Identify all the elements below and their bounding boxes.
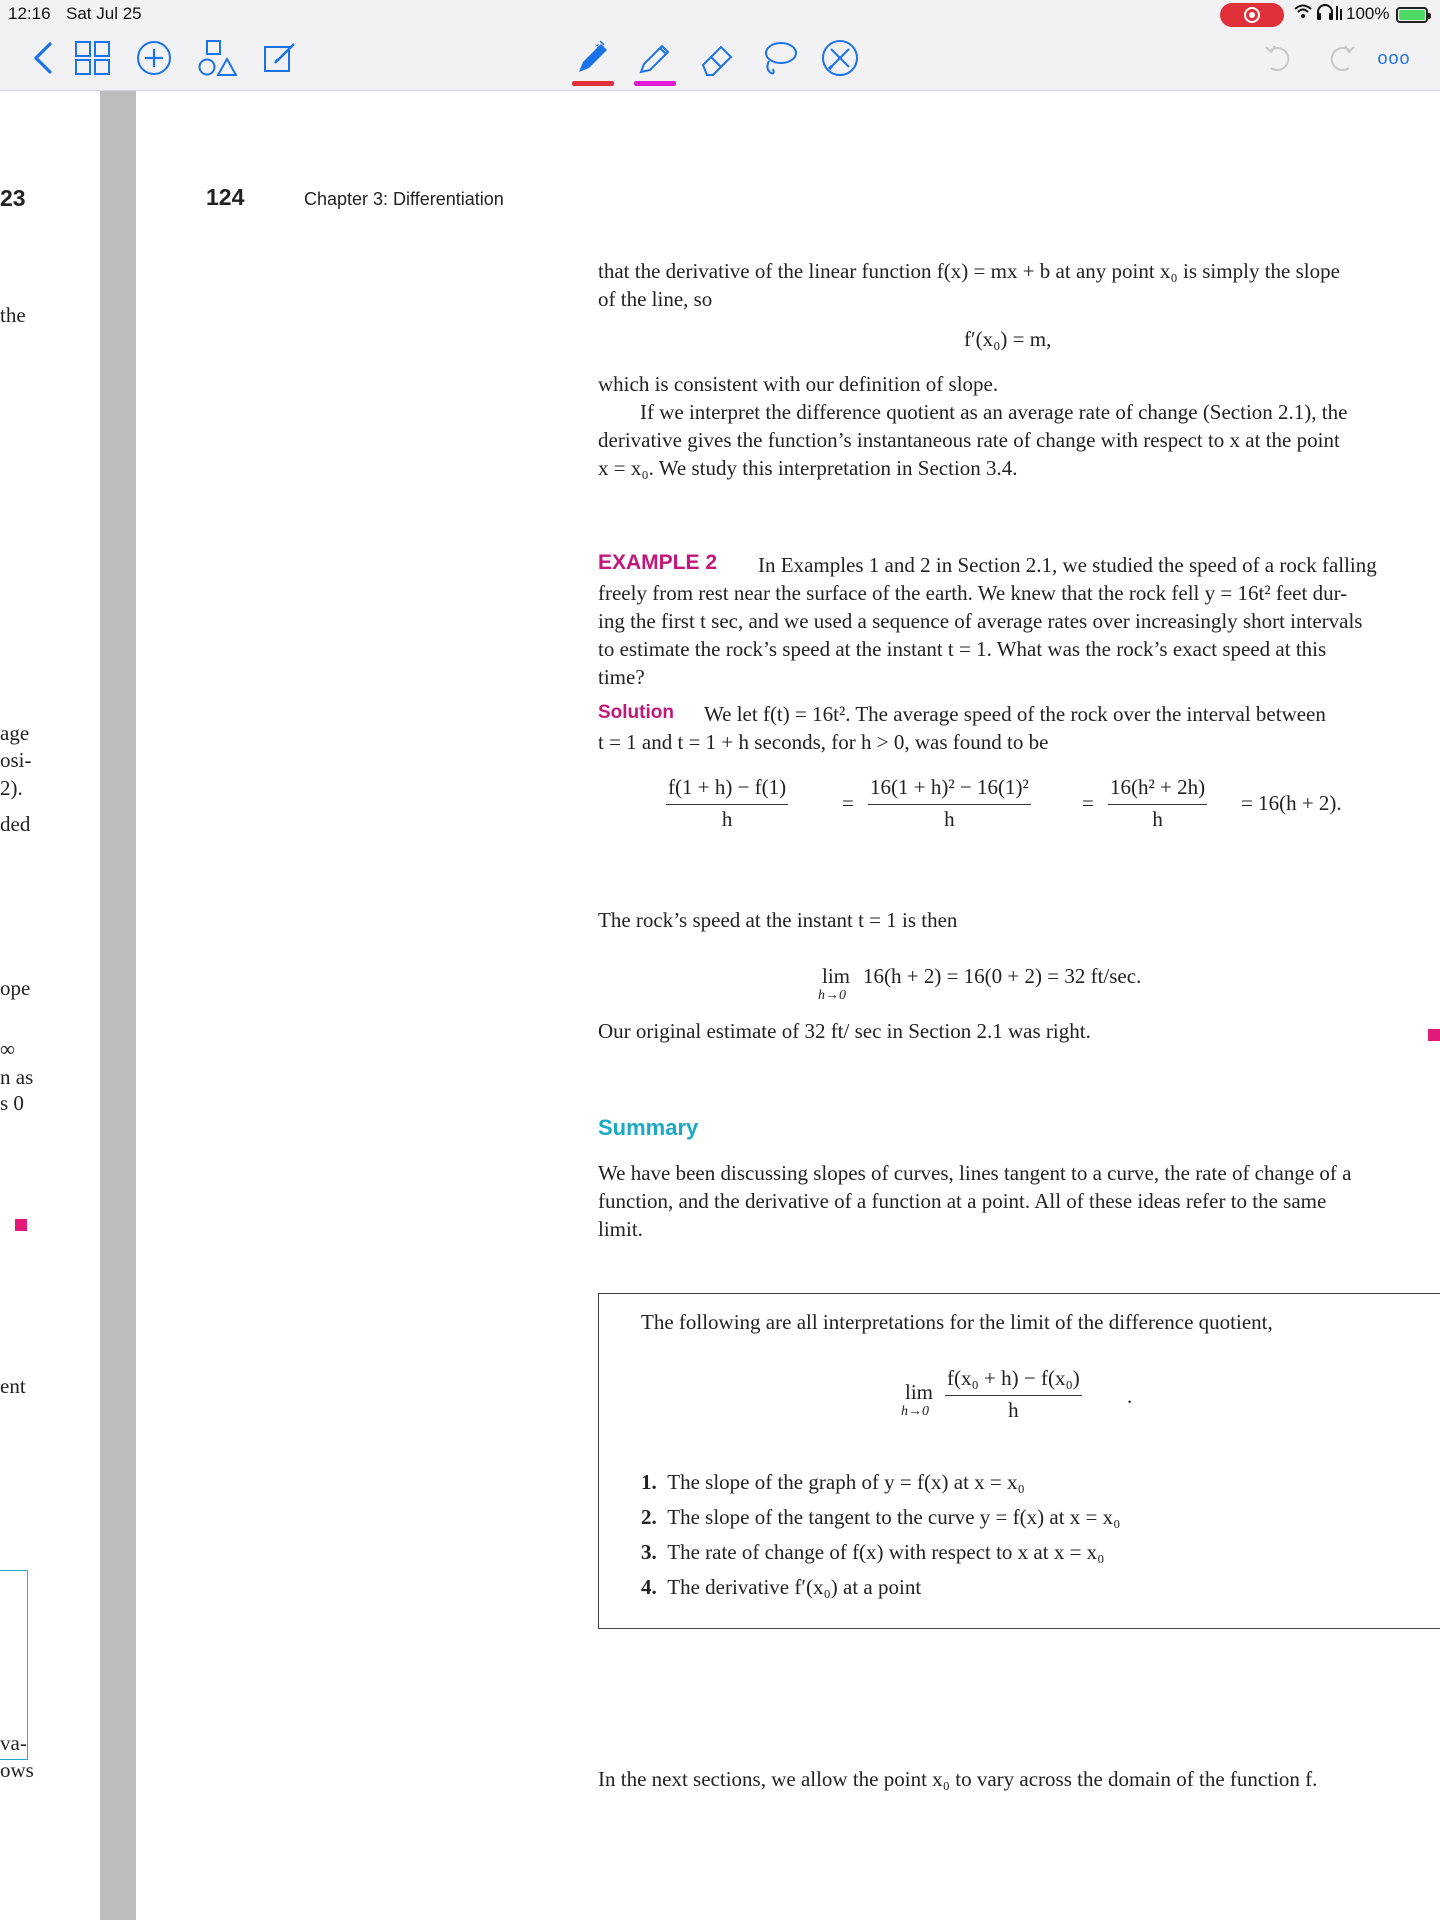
text-fragment: ∞ — [0, 1037, 15, 1061]
text-line: t = 1 and t = 1 + h seconds, for h > 0, was found to be — [598, 730, 1049, 754]
text-fragment: s 0 — [0, 1091, 24, 1115]
chapter-title: Chapter 3: Differentiation — [304, 189, 504, 209]
text-line: In Examples 1 and 2 in Section 2.1, we studied the speed of a rock falling — [758, 553, 1377, 577]
text-line: to estimate the rock’s speed at the instant t = 1. What was the rock’s exact speed at this — [598, 637, 1327, 661]
previous-page-number: 23 — [0, 185, 26, 211]
text-line: function, and the derivative of a function at a point. All of these ideas refer to the same — [598, 1189, 1327, 1213]
box-period: . — [1127, 1384, 1133, 1408]
text-fragment: age — [0, 721, 30, 745]
item-number: 1. — [641, 1470, 657, 1494]
add-page-icon — [135, 39, 173, 77]
text-fragment: ent — [0, 1374, 26, 1398]
text-fragment: 2). — [0, 776, 23, 800]
fraction-2 — [868, 775, 1031, 832]
text-line: time? — [598, 665, 645, 689]
solution-label: Solution — [598, 702, 674, 723]
lasso-icon — [759, 39, 799, 77]
text-line: x = x₀. We study this interpretation in Section 3.4. — [598, 456, 1018, 480]
interpretation-item — [641, 1538, 1105, 1566]
text-line: that the derivative of the linear function f(x) = mx + b at any point x₀ is simply the slope — [598, 259, 1340, 283]
status-date: Sat Jul 25 — [66, 4, 142, 23]
previous-page[interactable] — [0, 91, 100, 1920]
interpretation-item — [641, 1503, 1120, 1531]
text-fragment: ows — [0, 1758, 34, 1782]
notes-toolbar — [0, 30, 1440, 91]
record-icon — [1244, 7, 1260, 23]
text-fragment: ope — [0, 976, 31, 1000]
interpretation-item — [641, 1468, 1025, 1496]
end-of-example-marker — [1428, 1029, 1440, 1041]
limit-subscript: h→0 — [901, 1404, 929, 1419]
status-bar — [0, 0, 1440, 30]
text-line: freely from rest near the surface of the earth. We knew that the rock fell y = 16t² feet dur- — [598, 581, 1348, 605]
fraction-numerator: f(x₀ + h) − f(x₀) — [945, 1366, 1082, 1396]
limit-label: lim — [822, 964, 851, 988]
close-tools-button[interactable] — [818, 38, 862, 78]
summary-heading: Summary — [598, 1115, 699, 1140]
more-button[interactable] — [1372, 38, 1416, 78]
highlighter-color-indicator — [634, 81, 676, 86]
page-number: 124 — [206, 184, 245, 210]
closing-sentence: In the next sections, we allow the point x₀ to vary across the domain of the function f. — [598, 1767, 1318, 1791]
back-button[interactable] — [28, 38, 58, 78]
summary-paragraph — [598, 1159, 1440, 1243]
wifi-icon — [1294, 4, 1312, 25]
status-time: 12:16 — [8, 4, 51, 23]
limit-expression: 16(h + 2) = 16(0 + 2) = 32 ft/sec. — [863, 964, 1142, 988]
text-fragment: n as — [0, 1065, 34, 1089]
interpretation-item — [641, 1573, 921, 1601]
pen-color-indicator — [572, 81, 614, 86]
undo-icon — [1263, 42, 1295, 74]
slope-equation: f′(x₀) = m, — [964, 327, 1052, 351]
item-text: The slope of the graph of y = f(x) at x = x₀ — [667, 1470, 1025, 1494]
box-fraction — [945, 1366, 1082, 1423]
end-of-example-marker — [15, 1219, 27, 1231]
battery-icon — [1396, 7, 1428, 23]
fraction-denominator: h — [1152, 807, 1163, 831]
document-page[interactable] — [136, 91, 1440, 1920]
text-line: which is consistent with our definition of slope. — [598, 372, 999, 396]
fraction-numerator: f(1 + h) − f(1) — [666, 775, 788, 805]
screen-recording-indicator[interactable] — [1220, 3, 1284, 27]
text-fragment: va- — [0, 1731, 27, 1755]
grid-view-icon — [74, 40, 112, 76]
item-text: The derivative f′(x₀) at a point — [667, 1575, 922, 1599]
pen-icon — [573, 38, 613, 78]
summary-box — [598, 1293, 1440, 1629]
speed-sentence: The rock’s speed at the instant t = 1 is then — [598, 908, 958, 932]
limit-label: lim — [905, 1380, 934, 1404]
highlighter-icon — [635, 38, 675, 78]
text-fragment: osi- — [0, 748, 32, 772]
text-line: ing the first t sec, and we used a sequence of average rates over increasingly short intervals — [598, 609, 1363, 633]
text-fragment: the — [0, 303, 26, 327]
redo-button[interactable] — [1324, 38, 1358, 78]
more-icon: ooo — [1377, 47, 1411, 68]
interpretation-paragraph — [598, 370, 1440, 482]
limit-subscript: h→0 — [818, 988, 846, 1003]
eraser-tool[interactable] — [696, 38, 740, 78]
fraction-3 — [1108, 775, 1207, 832]
edit-document-button[interactable] — [260, 38, 300, 78]
item-number: 3. — [641, 1540, 657, 1564]
text-line: We let f(t) = 16t². The average speed of the rock over the interval between — [704, 702, 1326, 726]
equals-sign: = — [1082, 791, 1094, 815]
undo-button[interactable] — [1262, 38, 1296, 78]
pen-tool[interactable] — [570, 38, 616, 78]
text-line: If we interpret the difference quotient as an average rate of change (Section 2.1), the — [640, 400, 1348, 424]
edit-document-icon — [262, 40, 298, 76]
fraction-denominator: h — [721, 807, 733, 831]
text-line: limit. — [598, 1217, 643, 1241]
quotient-result: = 16(h + 2). — [1241, 791, 1342, 815]
example-paragraph — [598, 551, 1440, 691]
grid-view-button[interactable] — [72, 38, 114, 78]
fraction-1 — [666, 775, 788, 832]
redo-icon — [1325, 42, 1357, 74]
example-label: EXAMPLE 2 — [598, 551, 718, 574]
solution-paragraph — [598, 700, 1440, 756]
text-fragment: ded — [0, 812, 31, 836]
fraction-denominator: h — [944, 807, 955, 831]
conclusion-sentence: Our original estimate of 32 ft/ sec in Section 2.1 was right. — [598, 1019, 1091, 1043]
add-page-button[interactable] — [134, 38, 174, 78]
box-intro: The following are all interpretations for the limit of the difference quotient, — [641, 1310, 1273, 1334]
text-line: of the line, so — [598, 287, 713, 311]
fraction-denominator: h — [1008, 1398, 1019, 1422]
text-line: derivative gives the function’s instantaneous rate of change with respect to x at the point — [598, 428, 1340, 452]
shapes-icon — [197, 39, 237, 77]
item-text: The slope of the tangent to the curve y = f(x) at x = x₀ — [667, 1505, 1121, 1529]
page-gutter — [100, 91, 136, 1920]
item-number: 4. — [641, 1575, 657, 1599]
intro-paragraph — [598, 257, 1440, 313]
shapes-button[interactable] — [196, 38, 238, 78]
svg-text:*: * — [595, 43, 600, 53]
text-line: We have been discussing slopes of curves, lines tangent to a curve, the rate of change of a — [598, 1161, 1352, 1185]
close-circle-icon — [820, 38, 860, 78]
item-number: 2. — [641, 1505, 657, 1529]
fraction-numerator: 16(h² + 2h) — [1108, 775, 1207, 805]
fraction-numerator: 16(1 + h)² − 16(1)² — [868, 775, 1031, 805]
eraser-icon — [699, 39, 737, 77]
back-chevron-icon — [32, 41, 54, 75]
highlighter-tool[interactable] — [632, 38, 678, 78]
equals-sign: = — [842, 791, 854, 815]
item-text: The rate of change of f(x) with respect to x at x = x₀ — [667, 1540, 1105, 1564]
battery-percentage: 100% — [1346, 4, 1390, 23]
lasso-tool[interactable] — [756, 38, 802, 78]
headphones-icon — [1316, 3, 1342, 26]
